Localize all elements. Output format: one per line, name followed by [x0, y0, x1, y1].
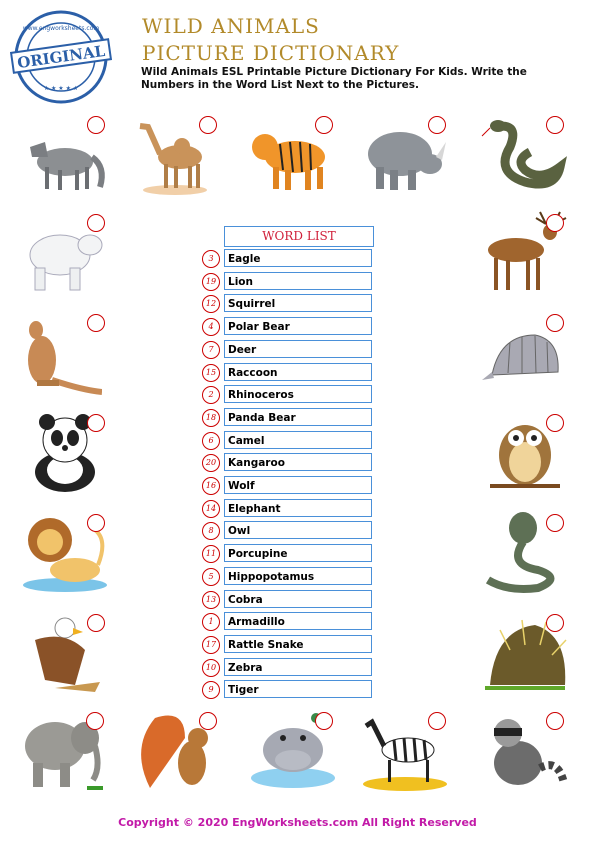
- answer-circle[interactable]: [315, 712, 333, 730]
- word-list-item: Lion: [224, 272, 372, 290]
- answer-circle[interactable]: [199, 116, 217, 134]
- answer-circle[interactable]: [87, 116, 105, 134]
- answer-circle[interactable]: [199, 712, 217, 730]
- word-number-circle: 5: [202, 568, 220, 586]
- word-number-circle: 17: [202, 636, 220, 654]
- word-number-circle: 9: [202, 681, 220, 699]
- word-list-item: Tiger: [224, 680, 372, 698]
- word-number-circle: 3: [202, 250, 220, 268]
- word-list-item: Rattle Snake: [224, 635, 372, 653]
- word-number-circle: 8: [202, 522, 220, 540]
- word-number-circle: 7: [202, 341, 220, 359]
- word-list-item: Armadillo: [224, 612, 372, 630]
- word-number-circle: 10: [202, 659, 220, 677]
- word-number-circle: 12: [202, 295, 220, 313]
- word-list-item: Polar Bear: [224, 317, 372, 335]
- word-list-item: Kangaroo: [224, 453, 372, 471]
- word-number-circle: 2: [202, 386, 220, 404]
- word-number-circle: 18: [202, 409, 220, 427]
- word-list-item: Camel: [224, 431, 372, 449]
- answer-circle[interactable]: [546, 116, 564, 134]
- answer-circle[interactable]: [315, 116, 333, 134]
- word-number-circle: 16: [202, 477, 220, 495]
- word-number-circle: 6: [202, 432, 220, 450]
- word-list-item: Raccoon: [224, 363, 372, 381]
- answer-circle[interactable]: [546, 712, 564, 730]
- answer-circle[interactable]: [87, 314, 105, 332]
- word-list-item: Porcupine: [224, 544, 372, 562]
- answer-circle[interactable]: [86, 712, 104, 730]
- title-line-1: WILD ANIMALS: [142, 14, 320, 38]
- answer-circle[interactable]: [546, 214, 564, 232]
- answer-circle[interactable]: [87, 214, 105, 232]
- word-list-item: Wolf: [224, 476, 372, 494]
- svg-text:★ ★ ★ ★ ★: ★ ★ ★ ★ ★: [43, 85, 79, 92]
- word-number-circle: 14: [202, 500, 220, 518]
- word-number-circle: 11: [202, 545, 220, 563]
- word-number-circle: 20: [202, 454, 220, 472]
- answer-circle[interactable]: [87, 614, 105, 632]
- word-number-circle: 4: [202, 318, 220, 336]
- word-list-item: Rhinoceros: [224, 385, 372, 403]
- word-number-circle: 13: [202, 591, 220, 609]
- word-list-item: Zebra: [224, 658, 372, 676]
- word-list-heading: WORD LIST: [224, 226, 374, 247]
- answer-circle[interactable]: [87, 514, 105, 532]
- answer-circle[interactable]: [87, 414, 105, 432]
- word-list-item: Panda Bear: [224, 408, 372, 426]
- svg-text:www.engworksheets.com: www.engworksheets.com: [22, 25, 100, 32]
- answer-circle[interactable]: [546, 514, 564, 532]
- answer-circle[interactable]: [546, 314, 564, 332]
- copyright-footer: Copyright © 2020 EngWorksheets.com All Right Reserved: [118, 816, 477, 829]
- word-number-circle: 19: [202, 273, 220, 291]
- answer-circle[interactable]: [428, 712, 446, 730]
- word-number-circle: 1: [202, 613, 220, 631]
- word-number-circle: 15: [202, 364, 220, 382]
- word-list-item: Deer: [224, 340, 372, 358]
- answer-circle[interactable]: [546, 414, 564, 432]
- original-stamp-logo: [10, 8, 112, 106]
- answer-circle[interactable]: [546, 614, 564, 632]
- word-list-item: Squirrel: [224, 294, 372, 312]
- word-list-item: Cobra: [224, 590, 372, 608]
- word-list-item: Elephant: [224, 499, 372, 517]
- word-list-item: Eagle: [224, 249, 372, 267]
- word-list-item: Owl: [224, 521, 372, 539]
- instructions: Wild Animals ESL Printable Picture Dictionary For Kids. Write the Numbers in the Word List Next to the Pictures.: [141, 66, 527, 91]
- word-list-item: Hippopotamus: [224, 567, 372, 585]
- title-line-2: PICTURE DICTIONARY: [142, 41, 400, 65]
- svg-text:ORIGINAL: ORIGINAL: [16, 41, 107, 73]
- answer-circle[interactable]: [428, 116, 446, 134]
